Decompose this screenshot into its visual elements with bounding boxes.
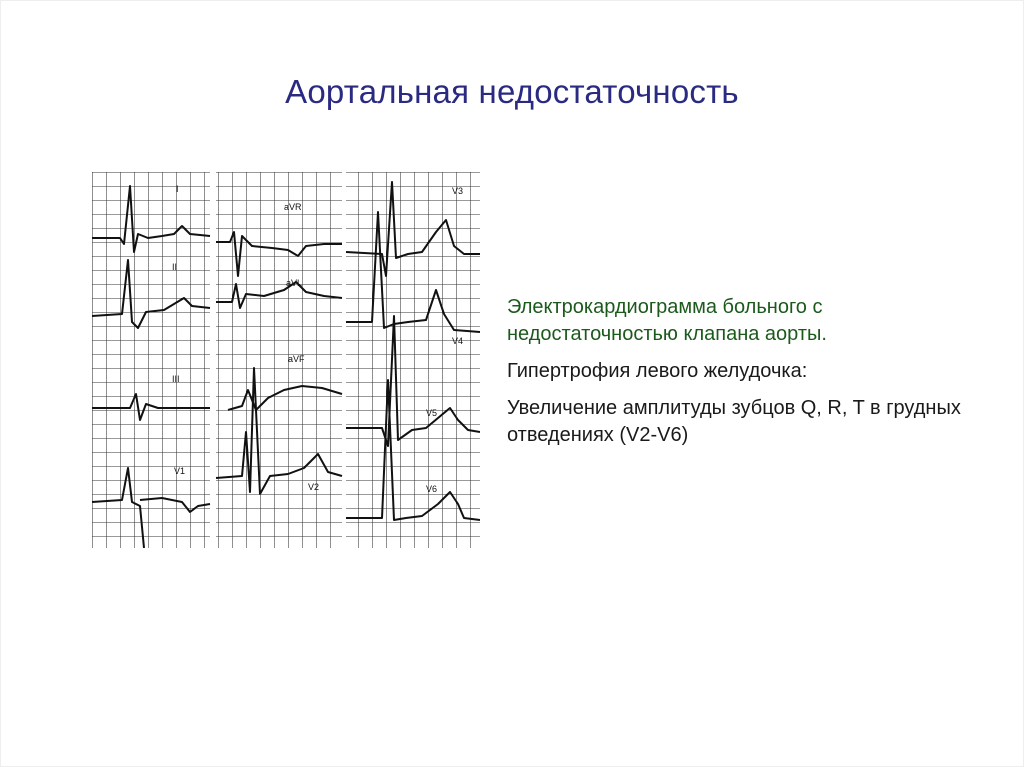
description-block — [507, 294, 977, 459]
ecg-label-V5: V5 — [426, 408, 438, 418]
ecg-panel-right — [346, 172, 480, 548]
ecg-image — [92, 172, 480, 548]
ecg-label-V6: V6 — [426, 484, 438, 494]
ecg-label-V3: V3 — [452, 186, 464, 196]
ecg-label-III: III — [172, 374, 180, 384]
lvh-heading: Гипертрофия левого желудочка: — [507, 360, 808, 382]
ecg-label-V4: V4 — [452, 336, 464, 346]
ecg-label-aVL: aVL — [286, 278, 303, 288]
ecg-label-V2: V2 — [308, 482, 320, 492]
ecg-label-V1: V1 — [174, 466, 186, 476]
slide-title: Аортальная недостаточность — [285, 73, 739, 110]
ecg-label-I: I — [176, 184, 179, 194]
ecg-label-aVR: aVR — [284, 202, 302, 212]
ecg-caption: Электрокардиограмма больного с недостаточностью клапана аорты. — [507, 296, 827, 345]
ecg-panel-left — [92, 172, 210, 548]
ecg-label-aVF: aVF — [288, 354, 305, 364]
ecg-label-II: II — [172, 262, 178, 272]
lvh-detail: Увеличение амплитуды зубцов Q, R, T в грудных отведениях (V2-V6) — [507, 397, 961, 446]
ecg-panel-middle — [216, 172, 342, 548]
